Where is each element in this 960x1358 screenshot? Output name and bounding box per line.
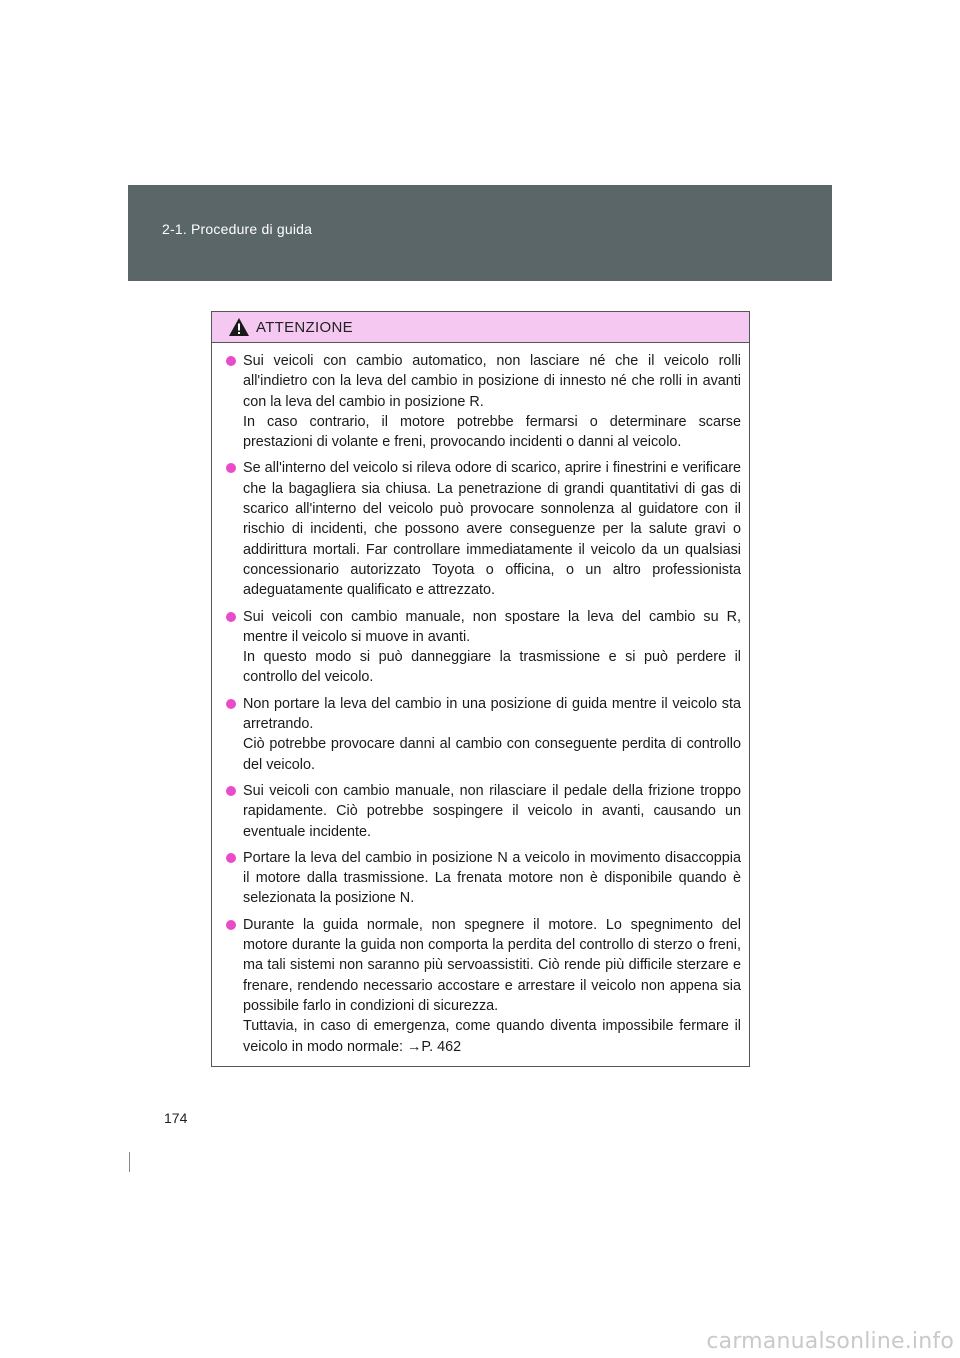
bullet-icon bbox=[226, 920, 236, 930]
warning-box bbox=[211, 311, 750, 1067]
watermark-link[interactable]: carmanualsonline.info bbox=[706, 1329, 954, 1354]
warning-triangle-icon bbox=[228, 317, 250, 337]
warning-title: ATTENZIONE bbox=[256, 318, 353, 336]
warning-item: Durante la guida normale, non spegnere il motore. Lo spegnimento del motore durante la guida non comporta la perdita del controllo di sterzo o freni, ma tali sistemi non saranno più servoassistiti. Ciò rende più difficile sterzare e frenare, rendendo necessario accostare e arrestare il veicolo non appena sia possibile farlo in condizioni di sicurezza. Tuttavia, in caso di emergenza, come quando diventa impossibile fermare il veicolo in modo normale: →P. 462 bbox=[226, 915, 741, 1057]
bullet-icon bbox=[226, 853, 236, 863]
warning-item: Sui veicoli con cambio automatico, non lasciare né che il veicolo rolli all'indietro con la leva del cambio in posizione di innesto né che rolli in avanti con la leva del cambio in posizione R. In caso contrario, il motore potrebbe fermarsi o determinare scarse prestazioni di volante e freni, provocando incidenti o danni al veicolo. bbox=[226, 351, 741, 452]
margin-mark bbox=[129, 1152, 130, 1172]
page-number: 174 bbox=[164, 1110, 188, 1126]
warning-list bbox=[212, 343, 749, 1057]
section-header-bar bbox=[128, 185, 832, 281]
warning-item: Sui veicoli con cambio manuale, non spostare la leva del cambio su R, mentre il veicolo si muove in avanti. In questo modo si può danneggiare la trasmissione e si può perdere il controllo del veicolo. bbox=[226, 607, 741, 688]
bullet-icon bbox=[226, 699, 236, 709]
warning-item: Se all'interno del veicolo si rileva odore di scarico, aprire i finestrini e verificare che la bagagliera sia chiusa. La penetrazione di grandi quantitativi di gas di scarico all'interno del veicolo può provocare sonnolenza al guidatore con il rischio di incidenti, che possono avere conseguenze per la salute gravi o addirittura mortali. Far controllare immediatamente il veicolo da un qualsiasi concessionario autorizzato Toyota o officina, o un altro professionista adeguatamente qualificato e attrezzato. bbox=[226, 458, 741, 600]
bullet-icon bbox=[226, 356, 236, 366]
warning-item: Portare la leva del cambio in posizione N a veicolo in movimento disaccoppia il motore dalla trasmissione. La frenata motore non è disponibile quando è selezionata la posizione N. bbox=[226, 848, 741, 909]
bullet-icon bbox=[226, 786, 236, 796]
section-title: 2-1. Procedure di guida bbox=[162, 221, 313, 237]
warning-item: Sui veicoli con cambio manuale, non rilasciare il pedale della frizione troppo rapidamente. Ciò potrebbe sospingere il veicolo in avanti, causando un eventuale incidente. bbox=[226, 781, 741, 842]
warning-header bbox=[212, 312, 749, 343]
bullet-icon bbox=[226, 612, 236, 622]
bullet-icon bbox=[226, 463, 236, 473]
warning-item: Non portare la leva del cambio in una posizione di guida mentre il veicolo sta arretrando. Ciò potrebbe provocare danni al cambio con conseguente perdita di controllo del veicolo. bbox=[226, 694, 741, 775]
